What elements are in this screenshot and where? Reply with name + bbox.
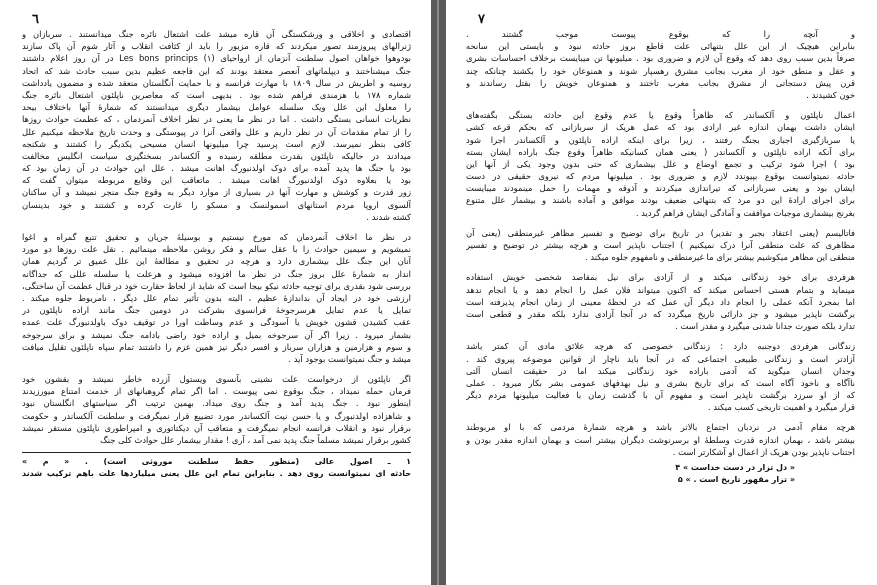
text-line: عقب کشیدن قشون خویش یا آسودگی و عدم وساطت اورا در توقیف دوک یاولدنبورگ علت عمده [22, 317, 411, 328]
text-line: بود ) اجرا شود ترکیب و تجمع اوضاع و علل بیشماری که حتی بدون وجود یکی از آنها این [466, 158, 855, 169]
footnote-tail: حادثه ای نمیتوانست روی دهد . بنابراین تمام این علل یعنی میلیاردها علت باهم ترکیب شدند [22, 469, 411, 479]
text-line: نمیشویم و سیمین حوادث را با عقل سالم و فکر روشن ملاحظه مینمائیم . نقل علت روزها دو مورد [22, 244, 411, 255]
footnote [22, 456, 411, 480]
text-line: بغرنج بیشماری موجبات موافقت و آمادگی ایشان فراهم گردید . [635, 207, 855, 218]
text-line: تمایل یا عدم تمایل هرسرجوخهٔ فرانسوی بشرکت در دومین جنگ مانند اراده ناپلئون در [22, 305, 411, 316]
text-line: برگشت ناپذیر میشود و جز دارائی تاریخ میگردد که در آنجا آزادی ندارد بلکه مقدر و قطعی است [466, 308, 855, 319]
text-line: بشمار میرود . زیرا اگر آن سرجوخه بمیل و اراده خود راضی بادامه جنگ نمیشد و برای سرجوخه [22, 329, 411, 340]
text-line: آلسوی اروپا مردم استانهای اسمولنسک و مسکو را غارت کرده و کشتند و خود بدینسان [22, 199, 411, 210]
text-line: و عقل و منطق خود از مغرب بجانب مشرق رهسپار شوند و همنوعان خود را بکشند چنانکه چند [466, 65, 855, 76]
text-line: ارزشی خود در ایجاد آن بداندازهٔ عظیم ، البته بدون تأثیر تمام علل دیگر ، نامربوط جلوه میکند . [22, 292, 411, 303]
paragraph [22, 373, 411, 446]
text-line: اجتناب ناپذیر بودن هریک از اعمال او آشکارتر است . [672, 446, 855, 457]
text-line: ایشان بود و یعنی سربازانی که تیراندازی میکردند و آذوقه و مهمات را حمل مینمودند میبایست [466, 183, 855, 194]
text-line: هرفردی برای خود زندگانی میکند و از آزادی برای نیل بمقاصد شخصی خویش استفاده [466, 272, 855, 283]
text-line: اینطور نبود . جنگ پدید آمد و جنگ روی میداد. بهمین ترتیب اگر سیاستهای انگلستان نبود [22, 398, 411, 409]
text-line: را از تمام مقدمات آن در نظر داریم و علل واقعی آنرا در پیوستگی و وحدت تاریخ ملاحظه میکنیم علل [22, 126, 411, 137]
text-line: برای اجرای ارادهٔ این دو مرد که بتنهائی ضعیف بودند موافق و آماده باشند و بیشمار علل متنوع [466, 195, 855, 206]
footnote-text: ۱ ـ اصول عالی (منظور حفظ سلطنت موروثی است) . « م » [22, 457, 411, 467]
text-line: را معلول این علل ویک سلسله عوامل بیشمار دیگری میدانستند که شمارهٔ آنها باختلاف بیحد [22, 102, 411, 113]
reference-quote: « دل تزار در دست خداست » ۴ [675, 463, 795, 472]
text-line: بود یا جنگ ها پدید آمده برای دوک اولدنبورگ اهانت میشد . علل این حوادث در آن زمان بود که [22, 163, 411, 174]
paragraph [466, 271, 855, 332]
paragraph [466, 227, 855, 264]
text-line: صرفاً بدین سبب روی دهد که وقوع آن لازم و ضروری بود . میلیونها تن میبایست برخلاف احساسات بشری [466, 53, 855, 64]
text-line: یا سربازگیری اجباری بجنگ رفتند ، زیرا برای اینکه اراده ناپلئون و آلکساندر اجرا شود [466, 134, 855, 145]
text-line: انداز به شمارهٔ علل بروز جنگ در نظر ما افزوده میشود و هرعلت یا سلسله عللی که جداگانه [22, 268, 411, 279]
text-line: که از او سرزد برگشت ناپذیر است و مفهوم آن با گذشت زمان با فعالیت میلیونها مردم دیگر [466, 390, 855, 401]
text-line: جنگ میشناختند و دیپلماتهای آنعصر معتقد بودند که این فاجعه عظیم بدین سبب حادث شد که اتحاد [22, 65, 411, 76]
text-line: و شاهزاده اولدنبورگ و یا حسن نیت آلکساندر مورد تضییع قرار نمیگرفت و سلطنت آلکساندر و حکومت [22, 410, 411, 421]
text-line: بیشتر باشد ، بهمان اندازه قدرت وسلطهٔ او برسرنوشت دیگران بیشتر است و بهمان اندازه مقدر بودن و [466, 434, 855, 445]
text-line: ناآگاه و ناخود آگاه است که برای تاریخ بشری و نیل بهدفهای عمومی بشر بکار میرود . عملی [466, 377, 855, 388]
page-body [22, 28, 411, 446]
text-line: برای آنکه اراده ناپلئون و آلکساندر ( یعنی همان کسانیکه ظاهراً وقوع جنگ باراده ایشان بسته [466, 146, 855, 157]
text-line: شماره ۱۷۸ با هزمندی فراهم شده بود . بدیهی است که معاصرین ناپلئون اشتعال نائره جنگ [22, 89, 411, 100]
page-number: ۷ [478, 12, 485, 27]
text-line: قرار میگیرد و اهمیت تاریخی کسب میکند . [707, 402, 855, 413]
footnote-divider [22, 452, 411, 453]
text-line: مظاهری که علت منطقی آنرا درک نمیکنیم ) اجتناب ناپذیر است و هرچه بیشتر در توضیح و تفسیر [466, 240, 855, 250]
text-line: کشته شدند . [366, 211, 411, 222]
right-page [446, 0, 877, 585]
reference-quote: « تزار مقهور تاریخ است . » ۵ [677, 475, 795, 485]
text-line: ژنرالهای پیروزمند تصور میکردند که قاره مزبور را باید از کثافت انقلاب و آثار شوم آن پاک سازند [22, 41, 411, 52]
text-line: قرن پیش دستجاتی از مشرق بجانب مغرب تاختند و همنوعان خویش را بقتل رساندند و [466, 77, 855, 88]
paragraph [466, 109, 855, 219]
text-line: بنابراین هیچیک از این علل بتنهائی علت قاطع بروز حادثه نبود و بایستی این سانحه [466, 41, 855, 52]
text-line: روسیه و اطریش در سال ۱۸۰۹ با مهارت فرانسه و با حمایت آنگلستان منعقد شده و مضمون یادداشت [22, 77, 411, 88]
text-line: فرمان حمله نمیداد ، جنگ بوقوع نمی پیوست . اما اگر تمام گروهبانهای از خدمت امتناع میورزیدند [22, 386, 411, 397]
text-line: اگر ناپلئون از درخواست علت نشینی بآنسوی ویستول آزرده خاطر نمیشد و بقشون خود [22, 374, 411, 385]
text-line: اما بمجرد آنکه عملی را انجام داد دیگر آن عمل که در لحظهٔ معینی از زمان انجام پذیرفته است [466, 296, 855, 307]
text-line: و آنچه را که بوقوع پیوست موجب گشتند . [466, 29, 855, 39]
text-line: حادثه نمیتوانست بوقوع بپیوندد لازم و ضروری بود . میلیونها مردم که نیروی حقیقی در دست [466, 171, 855, 182]
text-line: میشد و جنگ نمیتوانست بوجود آید . [288, 353, 411, 364]
text-line: و سوم و هزارمین و هزاران سرباز و افسر دیگر نیز همین عزم را داشتند تمام سپاه ناپلئون تقلیل میافت [22, 341, 411, 352]
text-line: اقتصادی و اخلاقی و ورشکستگی آن قاره میشد علت اشتعال نائره جنگ میدانستند . سربازان و [22, 29, 411, 39]
text-line: هرچه مقام آدمی در نردبان اجتماع بالاتر باشد و هرچه شمارهٔ مردمی که با او مربوطند [466, 422, 855, 433]
paragraph [22, 28, 411, 223]
text-line: منطقی این مظاهر میکوشیم بیشتر برای ما غیرمنطقی و نامفهوم جلوه میکند . [585, 252, 855, 263]
paragraph [466, 28, 855, 101]
paragraph [466, 421, 855, 458]
text-line: آنان این جنگ علل بیشماری دارد و هرچه در تحقیق و مطالعهٔ این علل عمیق تر گردیم همان [22, 256, 411, 267]
text-line: بود یا بعلاوه دوک اولدنبورگ اهانت میشد . ماتعاقب این وقایع مربوطه میتوان گفت که [22, 175, 411, 186]
left-page [0, 0, 431, 585]
text-line: بررسی شود بقدری برای توجیه حادثه نیکو بیجا است که شاید از لحاظ حقارت خود در قبال عظمت آن ساختگی، [22, 280, 411, 291]
reference-list [466, 462, 855, 486]
text-line: تدارد بلکه صورت جدانا شدنی میگیرد و مقدر است . [675, 321, 855, 332]
text-line: مینماید و بتمام هستی احساس میکند که اکنون میتواند فلان عمل را انجام دهد و یا انجام ندهد [466, 284, 855, 295]
text-line: بودوهوا خواهان اصول سلطنت آنزمان از ارواحیای (۱) Les bons princips در آن روز اعلام داشتند [22, 53, 411, 64]
page-number: ٦ [32, 12, 39, 27]
book-spine [431, 0, 446, 585]
page-body [466, 28, 855, 458]
text-line: آزادتر است و زندگانی طبیعی اجتماعی که در آنجا باید ناچار از قوانین موضوعه پیروی کند . [466, 353, 855, 364]
paragraph [22, 231, 411, 365]
text-line: کافی بنظر نمیرسد. لازم است پرسید چرا میلیونها انسان مسیحی یکدیگر را کشتند و شکنجه [22, 138, 411, 149]
text-line: میدادند در حالیکه ناپلئون بقدرت مطلقه رسیده و آلکساندر بسختگیری سیاست انگلیس مخالفت [22, 150, 411, 161]
text-line: کشور برقرار نمیشد مسلماً جنگ پدید نمی آمد ، آری ! مقدار بیشمار علل حوادث کلی جنگ [100, 435, 411, 445]
text-line: وجدان انسان میگوید که آدمی باراده خود زندگانی میکند اما در حقیقت انسان آلتی [466, 365, 855, 376]
text-line: نظریات انسانی بستگی داشت . اما در نظر ما یعنی در نظر اخلاف آنمردمان ، که عظمت حوادث روزها [22, 114, 411, 125]
text-line: زور قدرت و کوشش و مهارت آنها در بسیاری از موارد دیگر به وقوع جنگ منجر نمیشد و آن ساکنان [22, 187, 411, 198]
text-line: خون کشیدند . [806, 89, 855, 100]
text-line: فاتالیسم (یعنی اعتقاد بجبر و تقدیر) در تاریخ برای توضیح و تفسیر مظاهر غیرمنطقی (یعنی آن [466, 227, 855, 238]
text-line: در نظر ما اخلاف آنمردمان که مورخ نیستیم و بوسیلهٔ جریان و تحقیق تتبع گمراه و اغوا [22, 232, 411, 242]
text-line: اعمال ناپلئون و آلکساندر که ظاهراً وقوع یا عدم وقوع این حادثه بستگی بگفته‌های [466, 110, 855, 121]
text-line: برقرار نبود و انقلاب فرانسه انجام نمیگرفت و متعاقب آن دیکتاتوری و امپراطوری ناپلئون مستقر نمیشد [22, 422, 411, 433]
text-line: زندگانی هرفردی دوجنبه دارد : زندگانی خصوصی که هرچه علائق مادی آن کمتر باشد [466, 341, 855, 352]
text-line: ایشان داشت بهمان اندازه غیر ارادی بود که عمل هریک از سربازانی که بحکم قرعه کشی [466, 122, 855, 133]
paragraph [466, 340, 855, 413]
